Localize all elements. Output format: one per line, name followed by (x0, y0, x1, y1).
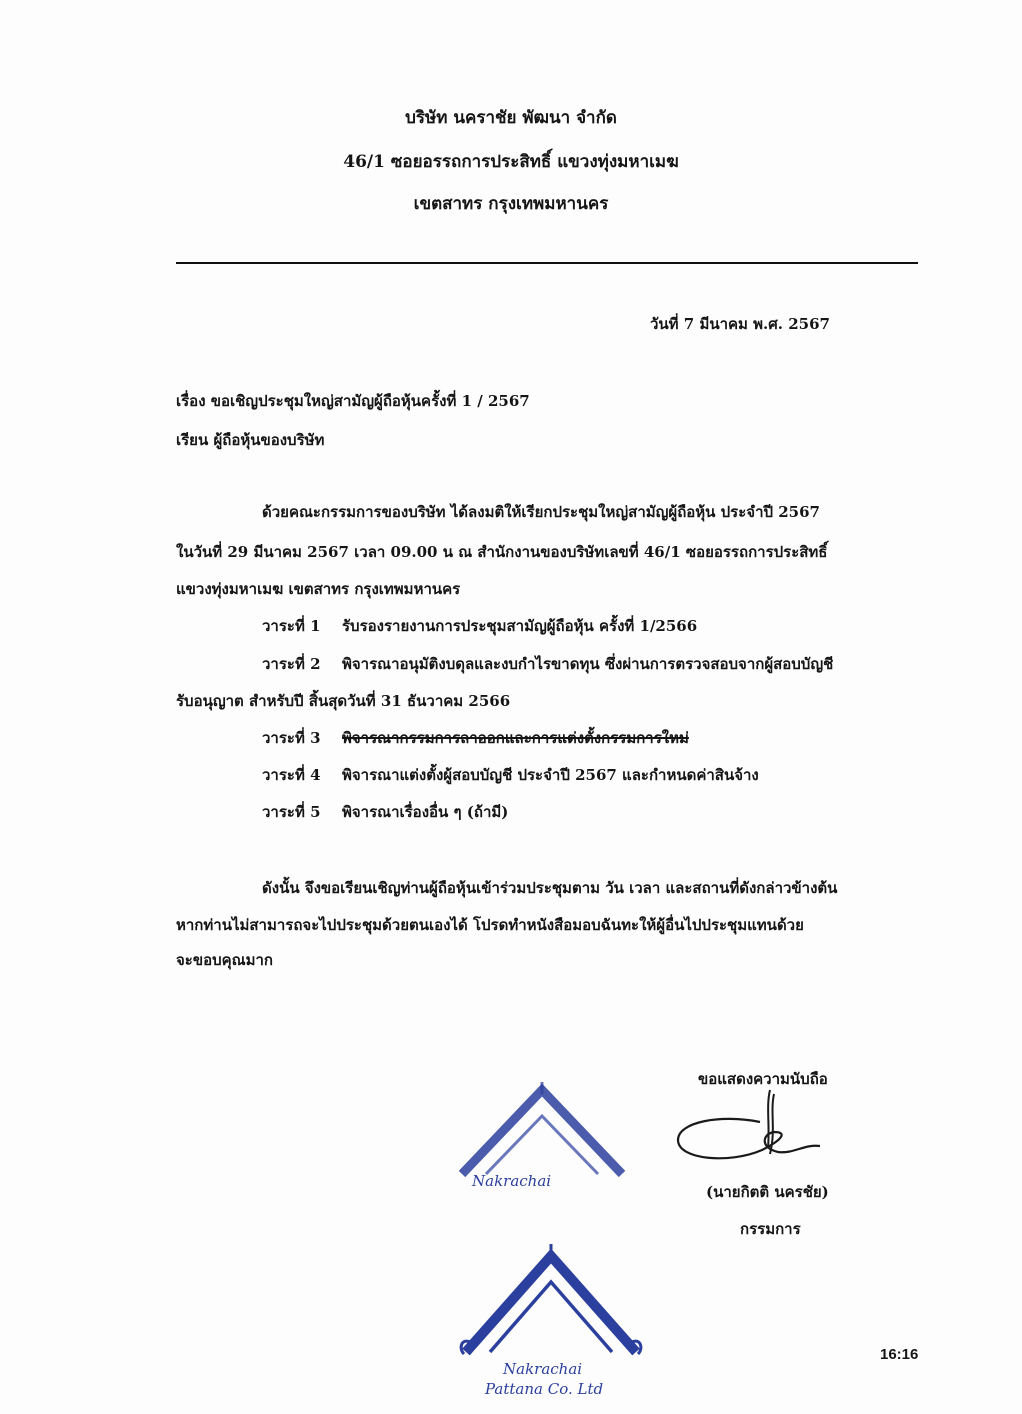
letter-date: วันที่ 7 มีนาคม พ.ศ. 2567 (650, 315, 830, 333)
closing-line-1: ดังนั้น จึงขอเรียนเชิญท่านผู้ถือหุ้นเข้าร่วมประชุมตาม วัน เวลา และสถานที่ดังกล่าวข้างต้น (262, 879, 838, 897)
agenda-item-1 (262, 614, 697, 638)
agenda-number: วาระที่ 5 (262, 803, 321, 821)
signatory-title: กรรมการ (740, 1220, 801, 1238)
closing-line-3: จะขอบคุณมาก (176, 951, 273, 969)
agenda-number: วาระที่ 2 (262, 655, 321, 673)
body-line-2: ในวันที่ 29 มีนาคม 2567 เวลา 09.00 น ณ สำนักงานของบริษัทเลขที่ 46/1 ซอยอรรถการประสิทธิ์ (176, 543, 828, 561)
agenda-number: วาระที่ 4 (262, 766, 321, 784)
agenda-number: วาระที่ 1 (262, 617, 321, 635)
timestamp: 16:16 (880, 1346, 919, 1363)
agenda-text: พิจารณาเรื่องอื่น ๆ (ถ้ามี) (342, 803, 509, 821)
body-line-3: แขวงทุ่งมหาเมฆ เขตสาทร กรุงเทพมหานคร (176, 580, 461, 598)
signatory-name: (นายกิตติ นครชัย) (706, 1183, 829, 1201)
company-address-line1: 46/1 ซอยอรรถการประสิทธิ์ แขวงทุ่งมหาเมฆ (343, 152, 679, 172)
agenda-text: พิจารณาแต่งตั้งผู้สอบบัญชี ประจำปี 2567 และกำหนดค่าสินจ้าง (342, 766, 759, 784)
handwritten-signature (670, 1086, 850, 1170)
letter-subject: เรื่อง ขอเชิญประชุมใหญ่สามัญผู้ถือหุ้นครั้งที่ 1 / 2567 (176, 392, 530, 410)
agenda-text: พิจารณาอนุมัติงบดุลและงบกำไรขาดทุน ซึ่งผ่านการตรวจสอบจากผู้สอบบัญชี (342, 655, 834, 673)
agenda-item-5 (262, 800, 508, 824)
agenda-item-2-continued: รับอนุญาต สำหรับปี สิ้นสุดวันที่ 31 ธันวาคม 2566 (176, 692, 511, 710)
agenda-item-4 (262, 763, 759, 787)
agenda-text: รับรองรายงานการประชุมสามัญผู้ถือหุ้น ครั้งที่ 1/2566 (342, 617, 698, 635)
company-name: บริษัท นคราชัย พัฒนา จำกัด (405, 108, 617, 128)
company-stamp-icon (456, 1244, 646, 1374)
closing-line-2: หากท่านไม่สามารถจะไปประชุมด้วยตนเองได้ โปรดทำหนังสือมอบฉันทะให้ผู้อื่นไปประชุมแทนด้วย (176, 916, 804, 934)
agenda-number: วาระที่ 3 (262, 729, 321, 747)
letter-recipient: เรียน ผู้ถือหุ้นของบริษัท (176, 431, 325, 449)
header-divider (176, 262, 918, 264)
agenda-text: พิจารณากรรมการลาออกและการแต่งตั้งกรรมการใหม่ (342, 729, 689, 747)
agenda-item-3 (262, 726, 689, 750)
stamp-text-faded: Nakrachai (472, 1172, 552, 1190)
body-line-1: ด้วยคณะกรรมการของบริษัท ได้ลงมติให้เรียกประชุมใหญ่สามัญผู้ถือหุ้น ประจำปี 2567 (262, 503, 820, 521)
company-address-line2: เขตสาทร กรุงเทพมหานคร (413, 194, 609, 214)
stamp-text-line2: Pattana Co. Ltd (485, 1380, 604, 1398)
agenda-item-2 (262, 652, 833, 676)
signature-regards: ขอแสดงความนับถือ (698, 1070, 828, 1088)
stamp-text-line1: Nakrachai (503, 1360, 583, 1378)
